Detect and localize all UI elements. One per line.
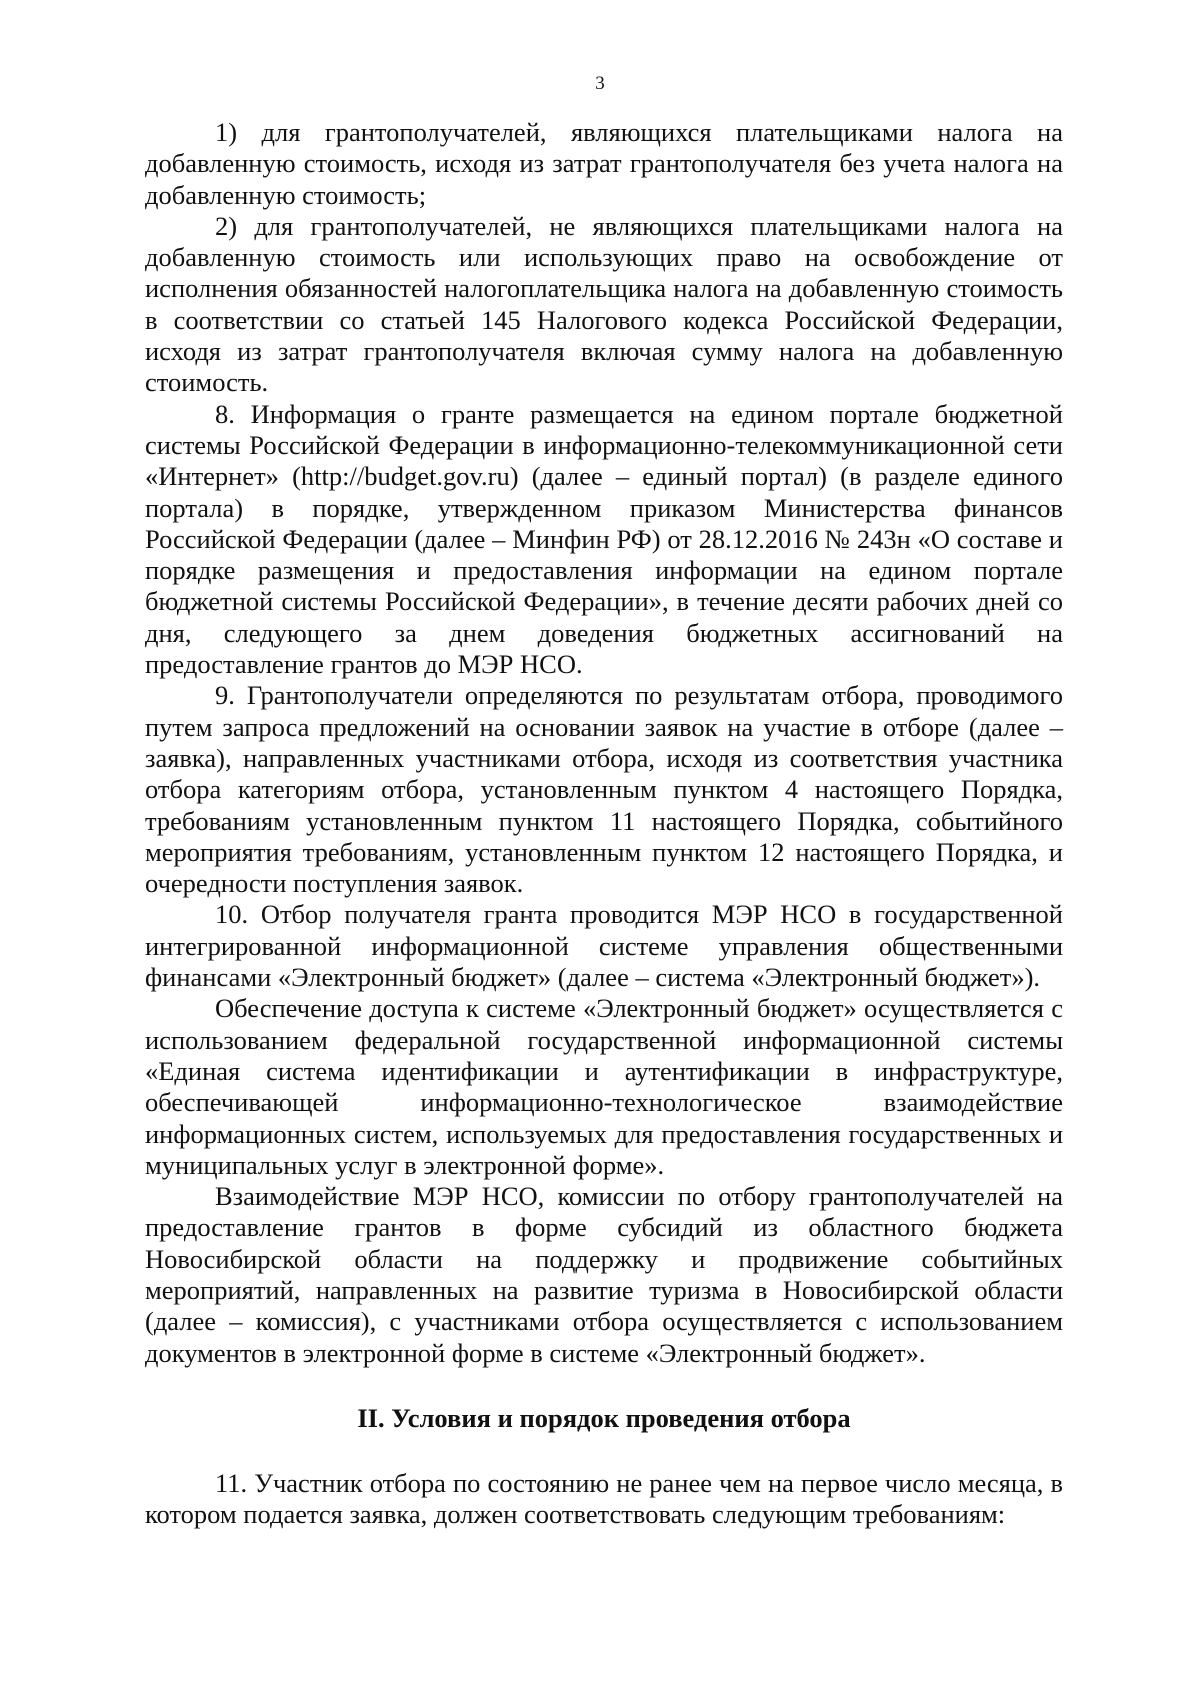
paragraph-interaction: Взаимодействие МЭР НСО, комиссии по отбору грантополучателей на предоставление грантов в форме субсидий из областного бюджета Новосибирской области на поддержку и продвижение событийных мероприятий, направленных на развитие туризма в Новосибирской области (далее – комиссия), с участниками отбора осуществляется с использованием документов в электронной форме в системе «Электронный бюджет». xyxy=(145,1181,1063,1368)
page-number: 3 xyxy=(595,73,605,94)
paragraph-9-grant-recipients: 9. Грантополучатели определяются по результатам отбора, проводимого путем запроса предложений на основании заявок на участие в отборе (далее – заявка), направленных участниками отбора, исходя из соответствия участника отбора категориям отбора, установленным пунктом 4 настоящего Порядка, требованиям установленным пунктом 11 настоящего Порядка, событийного мероприятия требованиям, установленным пунктом 12 настоящего Порядка, и очередности поступления заявок. xyxy=(145,680,1063,899)
paragraph-10-selection: 10. Отбор получателя гранта проводится МЭР НСО в государственной интегрированной информационной системе управления общественными финансами «Электронный бюджет» (далее – система «Электронный бюджет»). xyxy=(145,899,1063,993)
paragraph-vat-payers: 1) для грантополучателей, являющихся плательщиками налога на добавленную стоимость, исходя из затрат грантополучателя без учета налога на добавленную стоимость; xyxy=(145,117,1063,210)
paragraph-system-access: Обеспечение доступа к системе «Электронный бюджет» осуществляется с использованием федеральной государственной информационной системы «Единая система идентификации и аутентификации в инфраструктуре, обеспечивающей информационно-технологическое взаимодействие информационных систем, используемых для предоставления государственных и муниципальных услуг в электронной форме». xyxy=(145,993,1063,1180)
document-body xyxy=(145,117,1063,1531)
paragraph-8-grant-information: 8. Информация о гранте размещается на едином портале бюджетной системы Российской Федерации в информационно-телекоммуникационной сети «Интернет» (http://budget.gov.ru) (далее – единый портал) (в разделе единого портала) в порядке, утвержденном приказом Министерства финансов Российской Федерации (далее – Минфин РФ) от 28.12.2016 № 243н «О составе и порядке размещения и предоставления информации на едином портале бюджетной системы Российской Федерации», в течение десяти рабочих дней со дня, следующего за днем доведения бюджетных ассигнований на предоставление грантов до МЭР НСО. xyxy=(145,398,1063,680)
paragraph-non-vat-payers: 2) для грантополучателей, не являющихся плательщиками налога на добавленную стоимость или использующих право на освобождение от исполнения обязанностей налогоплательщика налога на добавленную стоимость в соответствии со статьей 145 Налогового кодекса Российской Федерации, исходя из затрат грантополучателя включая сумму налога на добавленную стоимость. xyxy=(145,210,1063,398)
paragraph-11-requirements: 11. Участник отбора по состоянию не ранее чем на первое число месяца, в котором подается заявка, должен соответствовать следующим требованиям: xyxy=(145,1468,1063,1530)
section-heading: II. Условия и порядок проведения отбора xyxy=(357,1402,851,1433)
